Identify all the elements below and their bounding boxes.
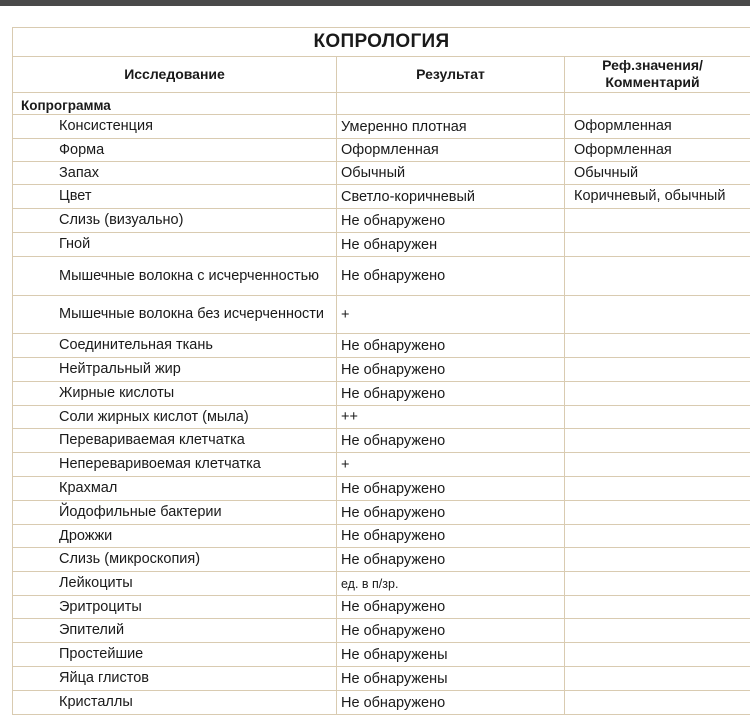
- row-result: Оформленная: [337, 139, 565, 161]
- row-study-name: Дрожжи: [13, 525, 337, 547]
- table-row: [13, 382, 750, 406]
- row-reference: [565, 382, 750, 405]
- row-reference: [565, 296, 750, 333]
- row-study-name: Консистенция: [13, 115, 337, 138]
- row-study-name: Кристаллы: [13, 691, 337, 714]
- row-study-name: Форма: [13, 139, 337, 161]
- row-study-name: Эритроциты: [13, 596, 337, 618]
- header-study: Исследование: [13, 56, 337, 92]
- row-result: Не обнаружено: [337, 548, 565, 571]
- row-result: Не обнаружено: [337, 334, 565, 357]
- table-row: [13, 548, 750, 572]
- row-result: Не обнаружено: [337, 429, 565, 452]
- row-reference: [565, 667, 750, 690]
- table-row: [13, 667, 750, 691]
- row-reference: [565, 548, 750, 571]
- table-row: [13, 139, 750, 162]
- row-result: ++: [337, 406, 565, 428]
- table-row: [13, 162, 750, 185]
- row-reference: [565, 453, 750, 476]
- row-reference: Коричневый, обычный: [574, 188, 726, 204]
- row-reference: Оформленная: [574, 142, 672, 158]
- row-reference: [565, 358, 750, 381]
- table-row: [13, 358, 750, 382]
- table-row: [13, 257, 750, 296]
- row-result: Не обнаружено: [337, 209, 565, 232]
- row-study-name: Цвет: [13, 185, 337, 208]
- row-study-name: Перевариваемая клетчатка: [13, 429, 337, 452]
- row-reference: [565, 257, 750, 295]
- row-study-name: Крахмал: [13, 477, 337, 500]
- row-study-name: Нейтральный жир: [13, 358, 337, 381]
- table-row: [13, 501, 750, 525]
- row-result: Светло-коричневый: [337, 185, 565, 208]
- table-row: [13, 185, 750, 209]
- row-result: Не обнаружено: [337, 477, 565, 500]
- row-result: Не обнаружено: [337, 596, 565, 618]
- table-row: [13, 643, 750, 667]
- row-reference: [565, 429, 750, 452]
- header-result: Результат: [337, 56, 565, 92]
- row-study-name: Слизь (микроскопия): [13, 548, 337, 571]
- row-study-name: Йодофильные бактерии: [13, 501, 337, 524]
- row-reference: [565, 619, 750, 642]
- row-study-name: Соединительная ткань: [13, 334, 337, 357]
- row-study-name: Жирные кислоты: [13, 382, 337, 405]
- table-row: [13, 233, 750, 257]
- page-title: КОПРОЛОГИЯ: [12, 27, 750, 57]
- row-study-name: Мышечные волокна с исчерченностью: [13, 257, 337, 295]
- row-study-name: Мышечные волокна без исчерченности: [13, 296, 337, 333]
- row-reference: Обычный: [574, 165, 639, 181]
- row-study-name: Эпителий: [13, 619, 337, 642]
- row-reference: [565, 501, 750, 524]
- row-result: Не обнаружено: [337, 257, 565, 295]
- table-row: [13, 115, 750, 139]
- table-row: [13, 296, 750, 334]
- row-study-name: Гной: [13, 233, 337, 256]
- row-result: +: [337, 453, 565, 476]
- row-reference: [565, 233, 750, 256]
- top-bar: [0, 0, 750, 6]
- row-result: Не обнаружено: [337, 501, 565, 524]
- header-reference: Реф.значения/ Комментарий: [602, 57, 703, 90]
- row-reference: [565, 406, 750, 428]
- row-result: Не обнаружены: [337, 667, 565, 690]
- row-result: Не обнаружено: [337, 358, 565, 381]
- table-row: [13, 691, 750, 715]
- table-row: [13, 596, 750, 619]
- row-study-name: Слизь (визуально): [13, 209, 337, 232]
- row-result: Не обнаружен: [337, 233, 565, 256]
- row-reference: [565, 525, 750, 547]
- group-row: [13, 93, 750, 115]
- table-row: [13, 209, 750, 233]
- table-row: [13, 334, 750, 358]
- row-result: Не обнаружено: [337, 691, 565, 714]
- row-reference: Оформленная: [574, 118, 672, 134]
- table-row: [13, 429, 750, 453]
- row-study-name: Соли жирных кислот (мыла): [13, 406, 337, 428]
- row-reference: [565, 643, 750, 666]
- row-reference: [565, 334, 750, 357]
- table-row: [13, 572, 750, 596]
- row-study-name: Непереваривоемая клетчатка: [13, 453, 337, 476]
- row-reference: [565, 477, 750, 500]
- table-row: [13, 453, 750, 477]
- group-label: Копрограмма: [13, 93, 337, 114]
- table-row: [13, 619, 750, 643]
- row-reference: [565, 209, 750, 232]
- row-result: Не обнаружено: [337, 619, 565, 642]
- table-header: [12, 56, 750, 93]
- row-study-name: Запах: [13, 162, 337, 184]
- row-reference: [565, 596, 750, 618]
- row-result: Умеренно плотная: [337, 115, 565, 138]
- table-body: [12, 93, 750, 715]
- row-result: ед. в п/зр.: [337, 572, 565, 595]
- row-result: Не обнаружено: [337, 525, 565, 547]
- row-result: Не обнаружено: [337, 382, 565, 405]
- row-study-name: Простейшие: [13, 643, 337, 666]
- row-result: Не обнаружены: [337, 643, 565, 666]
- row-reference: [565, 691, 750, 714]
- row-reference: [565, 572, 750, 595]
- row-result: Обычный: [337, 162, 565, 184]
- table-row: [13, 477, 750, 501]
- table-row: [13, 525, 750, 548]
- row-study-name: Яйца глистов: [13, 667, 337, 690]
- table-row: [13, 406, 750, 429]
- row-study-name: Лейкоциты: [13, 572, 337, 595]
- row-result: +: [337, 296, 565, 333]
